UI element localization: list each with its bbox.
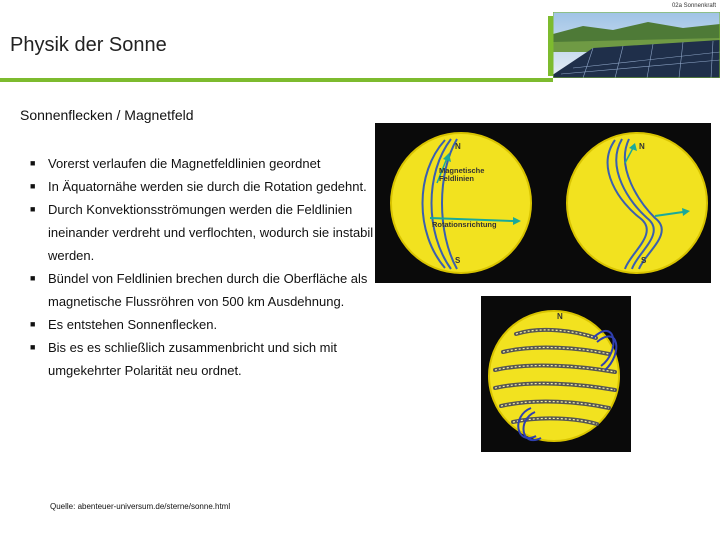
bullet-text: Vorerst verlaufen die Magnetfeldlinien geordnet (48, 156, 321, 171)
sun-ordered-field (391, 133, 531, 273)
field-lines-label: Feldlinien (439, 174, 475, 183)
bullet-text: In Äquatornähe werden sie durch die Rotation gedehnt. (48, 179, 367, 194)
square-bullet-icon: ■ (30, 319, 36, 329)
list-item (30, 152, 375, 175)
page-title: Physik der Sonne (10, 34, 167, 56)
source-citation: Quelle: abenteuer-universum.de/sterne/sonne.html (50, 502, 231, 511)
rotation-label: Rotationsrichtung (432, 220, 497, 229)
list-item (30, 175, 375, 198)
list-item (30, 198, 375, 267)
bullet-text: Bündel von Feldlinien brechen durch die Oberfläche als magnetische Flussröhren von 500 km Ausdehnung. (48, 271, 368, 309)
accent-divider (0, 78, 553, 82)
south-pole-label: S (641, 256, 647, 265)
square-bullet-icon: ■ (30, 273, 36, 283)
list-item (30, 313, 375, 336)
magnetic-field-diagram-twisted (481, 296, 631, 452)
south-pole-label: S (455, 256, 461, 265)
bullet-text: Durch Konvektionsströmungen werden die Feldlinien ineinander verdreht und verflochten, wodurch sie instabil werden. (48, 202, 374, 263)
list-item (30, 336, 375, 382)
north-pole-label: N (639, 142, 645, 151)
bullet-list (30, 152, 375, 382)
slide-section-label: 02a Sonnenkraft (671, 3, 716, 9)
section-title: Sonnenflecken / Magnetfeld (20, 107, 194, 123)
north-pole-label: N (557, 312, 563, 321)
square-bullet-icon: ■ (30, 204, 36, 214)
magnetic-field-diagram-top (375, 123, 711, 283)
square-bullet-icon: ■ (30, 342, 36, 352)
square-bullet-icon: ■ (30, 181, 36, 191)
title-bar (0, 16, 553, 76)
bullet-text: Bis es es schließlich zusammenbricht und sich mit umgekehrter Polarität neu ordnet. (48, 340, 337, 378)
sun-stretched-field (567, 133, 707, 273)
list-item (30, 267, 375, 313)
solar-panels-photo (553, 12, 720, 78)
bullet-text: Es entstehen Sonnenflecken. (48, 317, 218, 332)
north-pole-label: N (455, 142, 461, 151)
square-bullet-icon: ■ (30, 158, 36, 168)
field-lines-label: Magnetische (439, 166, 485, 175)
